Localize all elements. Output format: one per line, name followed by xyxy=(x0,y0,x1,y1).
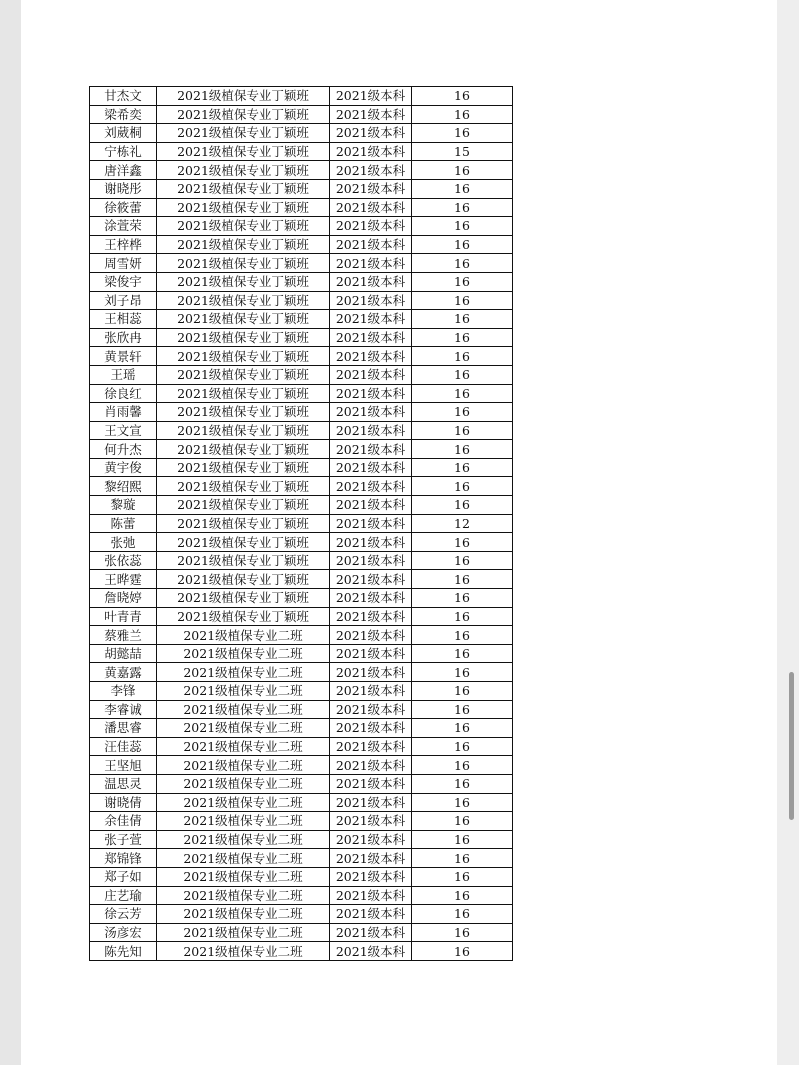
credit-cell: 16 xyxy=(412,347,513,366)
table-row xyxy=(90,87,513,106)
class-cell: 2021级植保专业丁颖班 xyxy=(157,570,330,589)
credit-cell: 16 xyxy=(412,793,513,812)
table-row xyxy=(90,105,513,124)
grade-level-cell: 2021级本科 xyxy=(330,867,412,886)
class-cell: 2021级植保专业丁颖班 xyxy=(157,124,330,143)
credit-cell: 12 xyxy=(412,514,513,533)
student-name-cell: 肖雨馨 xyxy=(90,403,157,422)
student-name-cell: 徐筱蕾 xyxy=(90,198,157,217)
class-cell: 2021级植保专业二班 xyxy=(157,830,330,849)
class-cell: 2021级植保专业二班 xyxy=(157,756,330,775)
grade-level-cell: 2021级本科 xyxy=(330,644,412,663)
credit-cell: 16 xyxy=(412,551,513,570)
class-cell: 2021级植保专业二班 xyxy=(157,886,330,905)
table-row xyxy=(90,886,513,905)
student-name-cell: 黎绍熙 xyxy=(90,477,157,496)
credit-cell: 16 xyxy=(412,365,513,384)
student-name-cell: 张弛 xyxy=(90,533,157,552)
grade-level-cell: 2021级本科 xyxy=(330,830,412,849)
table-body xyxy=(90,87,513,961)
student-name-cell: 黄嘉露 xyxy=(90,663,157,682)
student-name-cell: 詹晓婷 xyxy=(90,589,157,608)
credit-cell: 16 xyxy=(412,105,513,124)
credit-cell: 16 xyxy=(412,589,513,608)
class-cell: 2021级植保专业丁颖班 xyxy=(157,235,330,254)
class-cell: 2021级植保专业丁颖班 xyxy=(157,328,330,347)
right-margin xyxy=(777,0,799,1065)
table-row xyxy=(90,719,513,738)
credit-cell: 16 xyxy=(412,942,513,961)
student-name-cell: 胡懿喆 xyxy=(90,644,157,663)
grade-level-cell: 2021级本科 xyxy=(330,403,412,422)
table-row xyxy=(90,254,513,273)
student-name-cell: 汤彦宏 xyxy=(90,923,157,942)
student-name-cell: 王梓桦 xyxy=(90,235,157,254)
class-cell: 2021级植保专业二班 xyxy=(157,719,330,738)
table-row xyxy=(90,700,513,719)
credit-cell: 16 xyxy=(412,830,513,849)
grade-level-cell: 2021级本科 xyxy=(330,124,412,143)
class-cell: 2021级植保专业丁颖班 xyxy=(157,589,330,608)
student-name-cell: 王相蕊 xyxy=(90,310,157,329)
credit-cell: 16 xyxy=(412,217,513,236)
table-row xyxy=(90,923,513,942)
class-cell: 2021级植保专业二班 xyxy=(157,812,330,831)
credit-cell: 16 xyxy=(412,198,513,217)
student-name-cell: 黎璇 xyxy=(90,496,157,515)
grade-level-cell: 2021级本科 xyxy=(330,700,412,719)
vertical-scrollbar-thumb[interactable] xyxy=(789,672,794,820)
student-name-cell: 王坚旭 xyxy=(90,756,157,775)
student-name-cell: 张子萱 xyxy=(90,830,157,849)
class-cell: 2021级植保专业丁颖班 xyxy=(157,105,330,124)
table-row xyxy=(90,142,513,161)
student-name-cell: 刘子昂 xyxy=(90,291,157,310)
class-cell: 2021级植保专业丁颖班 xyxy=(157,384,330,403)
student-name-cell: 余佳倩 xyxy=(90,812,157,831)
credit-cell: 16 xyxy=(412,458,513,477)
credit-cell: 16 xyxy=(412,421,513,440)
table-row xyxy=(90,365,513,384)
grade-level-cell: 2021级本科 xyxy=(330,440,412,459)
student-name-cell: 刘葳桐 xyxy=(90,124,157,143)
class-cell: 2021级植保专业丁颖班 xyxy=(157,440,330,459)
class-cell: 2021级植保专业丁颖班 xyxy=(157,87,330,106)
table-row xyxy=(90,663,513,682)
grade-level-cell: 2021级本科 xyxy=(330,886,412,905)
class-cell: 2021级植保专业丁颖班 xyxy=(157,161,330,180)
table-row xyxy=(90,905,513,924)
class-cell: 2021级植保专业丁颖班 xyxy=(157,217,330,236)
table-row xyxy=(90,589,513,608)
table-row xyxy=(90,496,513,515)
table-row xyxy=(90,124,513,143)
grade-level-cell: 2021级本科 xyxy=(330,719,412,738)
grade-level-cell: 2021级本科 xyxy=(330,198,412,217)
credit-cell: 15 xyxy=(412,142,513,161)
credit-cell: 16 xyxy=(412,328,513,347)
student-name-cell: 黄宇俊 xyxy=(90,458,157,477)
student-name-cell: 梁俊宇 xyxy=(90,272,157,291)
student-name-cell: 汪佳蕊 xyxy=(90,737,157,756)
student-name-cell: 何升杰 xyxy=(90,440,157,459)
class-cell: 2021级植保专业丁颖班 xyxy=(157,179,330,198)
student-name-cell: 徐云芳 xyxy=(90,905,157,924)
grade-level-cell: 2021级本科 xyxy=(330,849,412,868)
student-name-cell: 李睿诚 xyxy=(90,700,157,719)
class-cell: 2021级植保专业丁颖班 xyxy=(157,514,330,533)
credit-cell: 16 xyxy=(412,124,513,143)
credit-cell: 16 xyxy=(412,849,513,868)
class-cell: 2021级植保专业丁颖班 xyxy=(157,496,330,515)
table-row xyxy=(90,551,513,570)
table-row xyxy=(90,774,513,793)
class-cell: 2021级植保专业二班 xyxy=(157,737,330,756)
grade-level-cell: 2021级本科 xyxy=(330,626,412,645)
grade-level-cell: 2021级本科 xyxy=(330,272,412,291)
credit-cell: 16 xyxy=(412,886,513,905)
grade-level-cell: 2021级本科 xyxy=(330,105,412,124)
class-cell: 2021级植保专业丁颖班 xyxy=(157,310,330,329)
grade-level-cell: 2021级本科 xyxy=(330,347,412,366)
student-name-cell: 李锋 xyxy=(90,682,157,701)
credit-cell: 16 xyxy=(412,440,513,459)
table-row xyxy=(90,384,513,403)
table-row xyxy=(90,737,513,756)
grade-level-cell: 2021级本科 xyxy=(330,291,412,310)
table-row xyxy=(90,421,513,440)
class-cell: 2021级植保专业二班 xyxy=(157,626,330,645)
student-name-cell: 甘杰文 xyxy=(90,87,157,106)
table-row xyxy=(90,161,513,180)
class-cell: 2021级植保专业丁颖班 xyxy=(157,347,330,366)
student-name-cell: 郑锦锋 xyxy=(90,849,157,868)
credit-cell: 16 xyxy=(412,477,513,496)
table-row xyxy=(90,644,513,663)
table-row xyxy=(90,812,513,831)
grade-level-cell: 2021级本科 xyxy=(330,551,412,570)
grade-level-cell: 2021级本科 xyxy=(330,142,412,161)
grade-level-cell: 2021级本科 xyxy=(330,496,412,515)
grade-level-cell: 2021级本科 xyxy=(330,774,412,793)
table-row xyxy=(90,793,513,812)
credit-cell: 16 xyxy=(412,403,513,422)
class-cell: 2021级植保专业丁颖班 xyxy=(157,403,330,422)
class-cell: 2021级植保专业二班 xyxy=(157,867,330,886)
grade-level-cell: 2021级本科 xyxy=(330,682,412,701)
credit-cell: 16 xyxy=(412,291,513,310)
credit-cell: 16 xyxy=(412,644,513,663)
grade-level-cell: 2021级本科 xyxy=(330,217,412,236)
table-row xyxy=(90,310,513,329)
grade-level-cell: 2021级本科 xyxy=(330,570,412,589)
table-row xyxy=(90,198,513,217)
class-cell: 2021级植保专业二班 xyxy=(157,793,330,812)
class-cell: 2021级植保专业丁颖班 xyxy=(157,421,330,440)
table-row xyxy=(90,570,513,589)
class-cell: 2021级植保专业丁颖班 xyxy=(157,551,330,570)
left-margin xyxy=(0,0,21,1065)
grade-level-cell: 2021级本科 xyxy=(330,477,412,496)
class-cell: 2021级植保专业二班 xyxy=(157,663,330,682)
grade-level-cell: 2021级本科 xyxy=(330,365,412,384)
table-row xyxy=(90,682,513,701)
grade-level-cell: 2021级本科 xyxy=(330,589,412,608)
grade-level-cell: 2021级本科 xyxy=(330,87,412,106)
student-name-cell: 蔡雅兰 xyxy=(90,626,157,645)
credit-cell: 16 xyxy=(412,310,513,329)
class-cell: 2021级植保专业二班 xyxy=(157,774,330,793)
credit-cell: 16 xyxy=(412,867,513,886)
student-credit-table xyxy=(89,86,513,961)
table-row xyxy=(90,179,513,198)
grade-level-cell: 2021级本科 xyxy=(330,923,412,942)
credit-cell: 16 xyxy=(412,663,513,682)
table-row xyxy=(90,440,513,459)
credit-cell: 16 xyxy=(412,737,513,756)
grade-level-cell: 2021级本科 xyxy=(330,737,412,756)
student-name-cell: 叶青青 xyxy=(90,607,157,626)
table-row xyxy=(90,291,513,310)
table-row xyxy=(90,626,513,645)
class-cell: 2021级植保专业丁颖班 xyxy=(157,533,330,552)
class-cell: 2021级植保专业二班 xyxy=(157,905,330,924)
grade-level-cell: 2021级本科 xyxy=(330,235,412,254)
student-name-cell: 徐良红 xyxy=(90,384,157,403)
grade-level-cell: 2021级本科 xyxy=(330,421,412,440)
table-row xyxy=(90,272,513,291)
class-cell: 2021级植保专业丁颖班 xyxy=(157,477,330,496)
class-cell: 2021级植保专业丁颖班 xyxy=(157,607,330,626)
student-name-cell: 涂萱荣 xyxy=(90,217,157,236)
credit-cell: 16 xyxy=(412,905,513,924)
credit-cell: 16 xyxy=(412,756,513,775)
table-row xyxy=(90,830,513,849)
student-name-cell: 庄艺瑜 xyxy=(90,886,157,905)
student-name-cell: 陈蕾 xyxy=(90,514,157,533)
grade-level-cell: 2021级本科 xyxy=(330,310,412,329)
student-name-cell: 张依蕊 xyxy=(90,551,157,570)
credit-cell: 16 xyxy=(412,87,513,106)
grade-level-cell: 2021级本科 xyxy=(330,942,412,961)
table-row xyxy=(90,217,513,236)
grade-level-cell: 2021级本科 xyxy=(330,905,412,924)
grade-level-cell: 2021级本科 xyxy=(330,793,412,812)
table-row xyxy=(90,347,513,366)
student-name-cell: 王晔霆 xyxy=(90,570,157,589)
student-name-cell: 王瑶 xyxy=(90,365,157,384)
student-name-cell: 黄景轩 xyxy=(90,347,157,366)
grade-level-cell: 2021级本科 xyxy=(330,328,412,347)
student-name-cell: 陈先知 xyxy=(90,942,157,961)
class-cell: 2021级植保专业丁颖班 xyxy=(157,365,330,384)
student-name-cell: 宁栋礼 xyxy=(90,142,157,161)
credit-cell: 16 xyxy=(412,235,513,254)
grade-level-cell: 2021级本科 xyxy=(330,514,412,533)
credit-cell: 16 xyxy=(412,384,513,403)
table-row xyxy=(90,235,513,254)
class-cell: 2021级植保专业丁颖班 xyxy=(157,142,330,161)
table-row xyxy=(90,514,513,533)
credit-cell: 16 xyxy=(412,254,513,273)
table-row xyxy=(90,942,513,961)
grade-level-cell: 2021级本科 xyxy=(330,663,412,682)
table-row xyxy=(90,607,513,626)
student-name-cell: 谢晓彤 xyxy=(90,179,157,198)
table-row xyxy=(90,458,513,477)
student-name-cell: 郑子如 xyxy=(90,867,157,886)
class-cell: 2021级植保专业二班 xyxy=(157,942,330,961)
class-cell: 2021级植保专业二班 xyxy=(157,682,330,701)
grade-level-cell: 2021级本科 xyxy=(330,384,412,403)
grade-level-cell: 2021级本科 xyxy=(330,607,412,626)
table-row xyxy=(90,756,513,775)
table-row xyxy=(90,477,513,496)
credit-cell: 16 xyxy=(412,682,513,701)
student-name-cell: 谢晓倩 xyxy=(90,793,157,812)
student-name-cell: 温思灵 xyxy=(90,774,157,793)
credit-cell: 16 xyxy=(412,161,513,180)
class-cell: 2021级植保专业二班 xyxy=(157,923,330,942)
credit-cell: 16 xyxy=(412,923,513,942)
student-name-cell: 张欣冉 xyxy=(90,328,157,347)
grade-level-cell: 2021级本科 xyxy=(330,458,412,477)
class-cell: 2021级植保专业丁颖班 xyxy=(157,254,330,273)
table-row xyxy=(90,403,513,422)
credit-cell: 16 xyxy=(412,774,513,793)
class-cell: 2021级植保专业丁颖班 xyxy=(157,272,330,291)
class-cell: 2021级植保专业丁颖班 xyxy=(157,458,330,477)
class-cell: 2021级植保专业二班 xyxy=(157,644,330,663)
student-name-cell: 周雪妍 xyxy=(90,254,157,273)
class-cell: 2021级植保专业丁颖班 xyxy=(157,198,330,217)
student-name-cell: 唐洋鑫 xyxy=(90,161,157,180)
grade-level-cell: 2021级本科 xyxy=(330,533,412,552)
credit-cell: 16 xyxy=(412,812,513,831)
credit-cell: 16 xyxy=(412,626,513,645)
table-row xyxy=(90,849,513,868)
grade-level-cell: 2021级本科 xyxy=(330,161,412,180)
class-cell: 2021级植保专业二班 xyxy=(157,849,330,868)
credit-cell: 16 xyxy=(412,272,513,291)
table-row xyxy=(90,533,513,552)
credit-cell: 16 xyxy=(412,533,513,552)
credit-cell: 16 xyxy=(412,570,513,589)
class-cell: 2021级植保专业二班 xyxy=(157,700,330,719)
credit-cell: 16 xyxy=(412,719,513,738)
grade-level-cell: 2021级本科 xyxy=(330,756,412,775)
credit-cell: 16 xyxy=(412,496,513,515)
grade-level-cell: 2021级本科 xyxy=(330,254,412,273)
student-name-cell: 潘思睿 xyxy=(90,719,157,738)
credit-cell: 16 xyxy=(412,607,513,626)
table-row xyxy=(90,867,513,886)
credit-cell: 16 xyxy=(412,700,513,719)
table-row xyxy=(90,328,513,347)
grade-level-cell: 2021级本科 xyxy=(330,812,412,831)
class-cell: 2021级植保专业丁颖班 xyxy=(157,291,330,310)
student-name-cell: 王文宣 xyxy=(90,421,157,440)
grade-level-cell: 2021级本科 xyxy=(330,179,412,198)
student-name-cell: 梁希奕 xyxy=(90,105,157,124)
credit-cell: 16 xyxy=(412,179,513,198)
